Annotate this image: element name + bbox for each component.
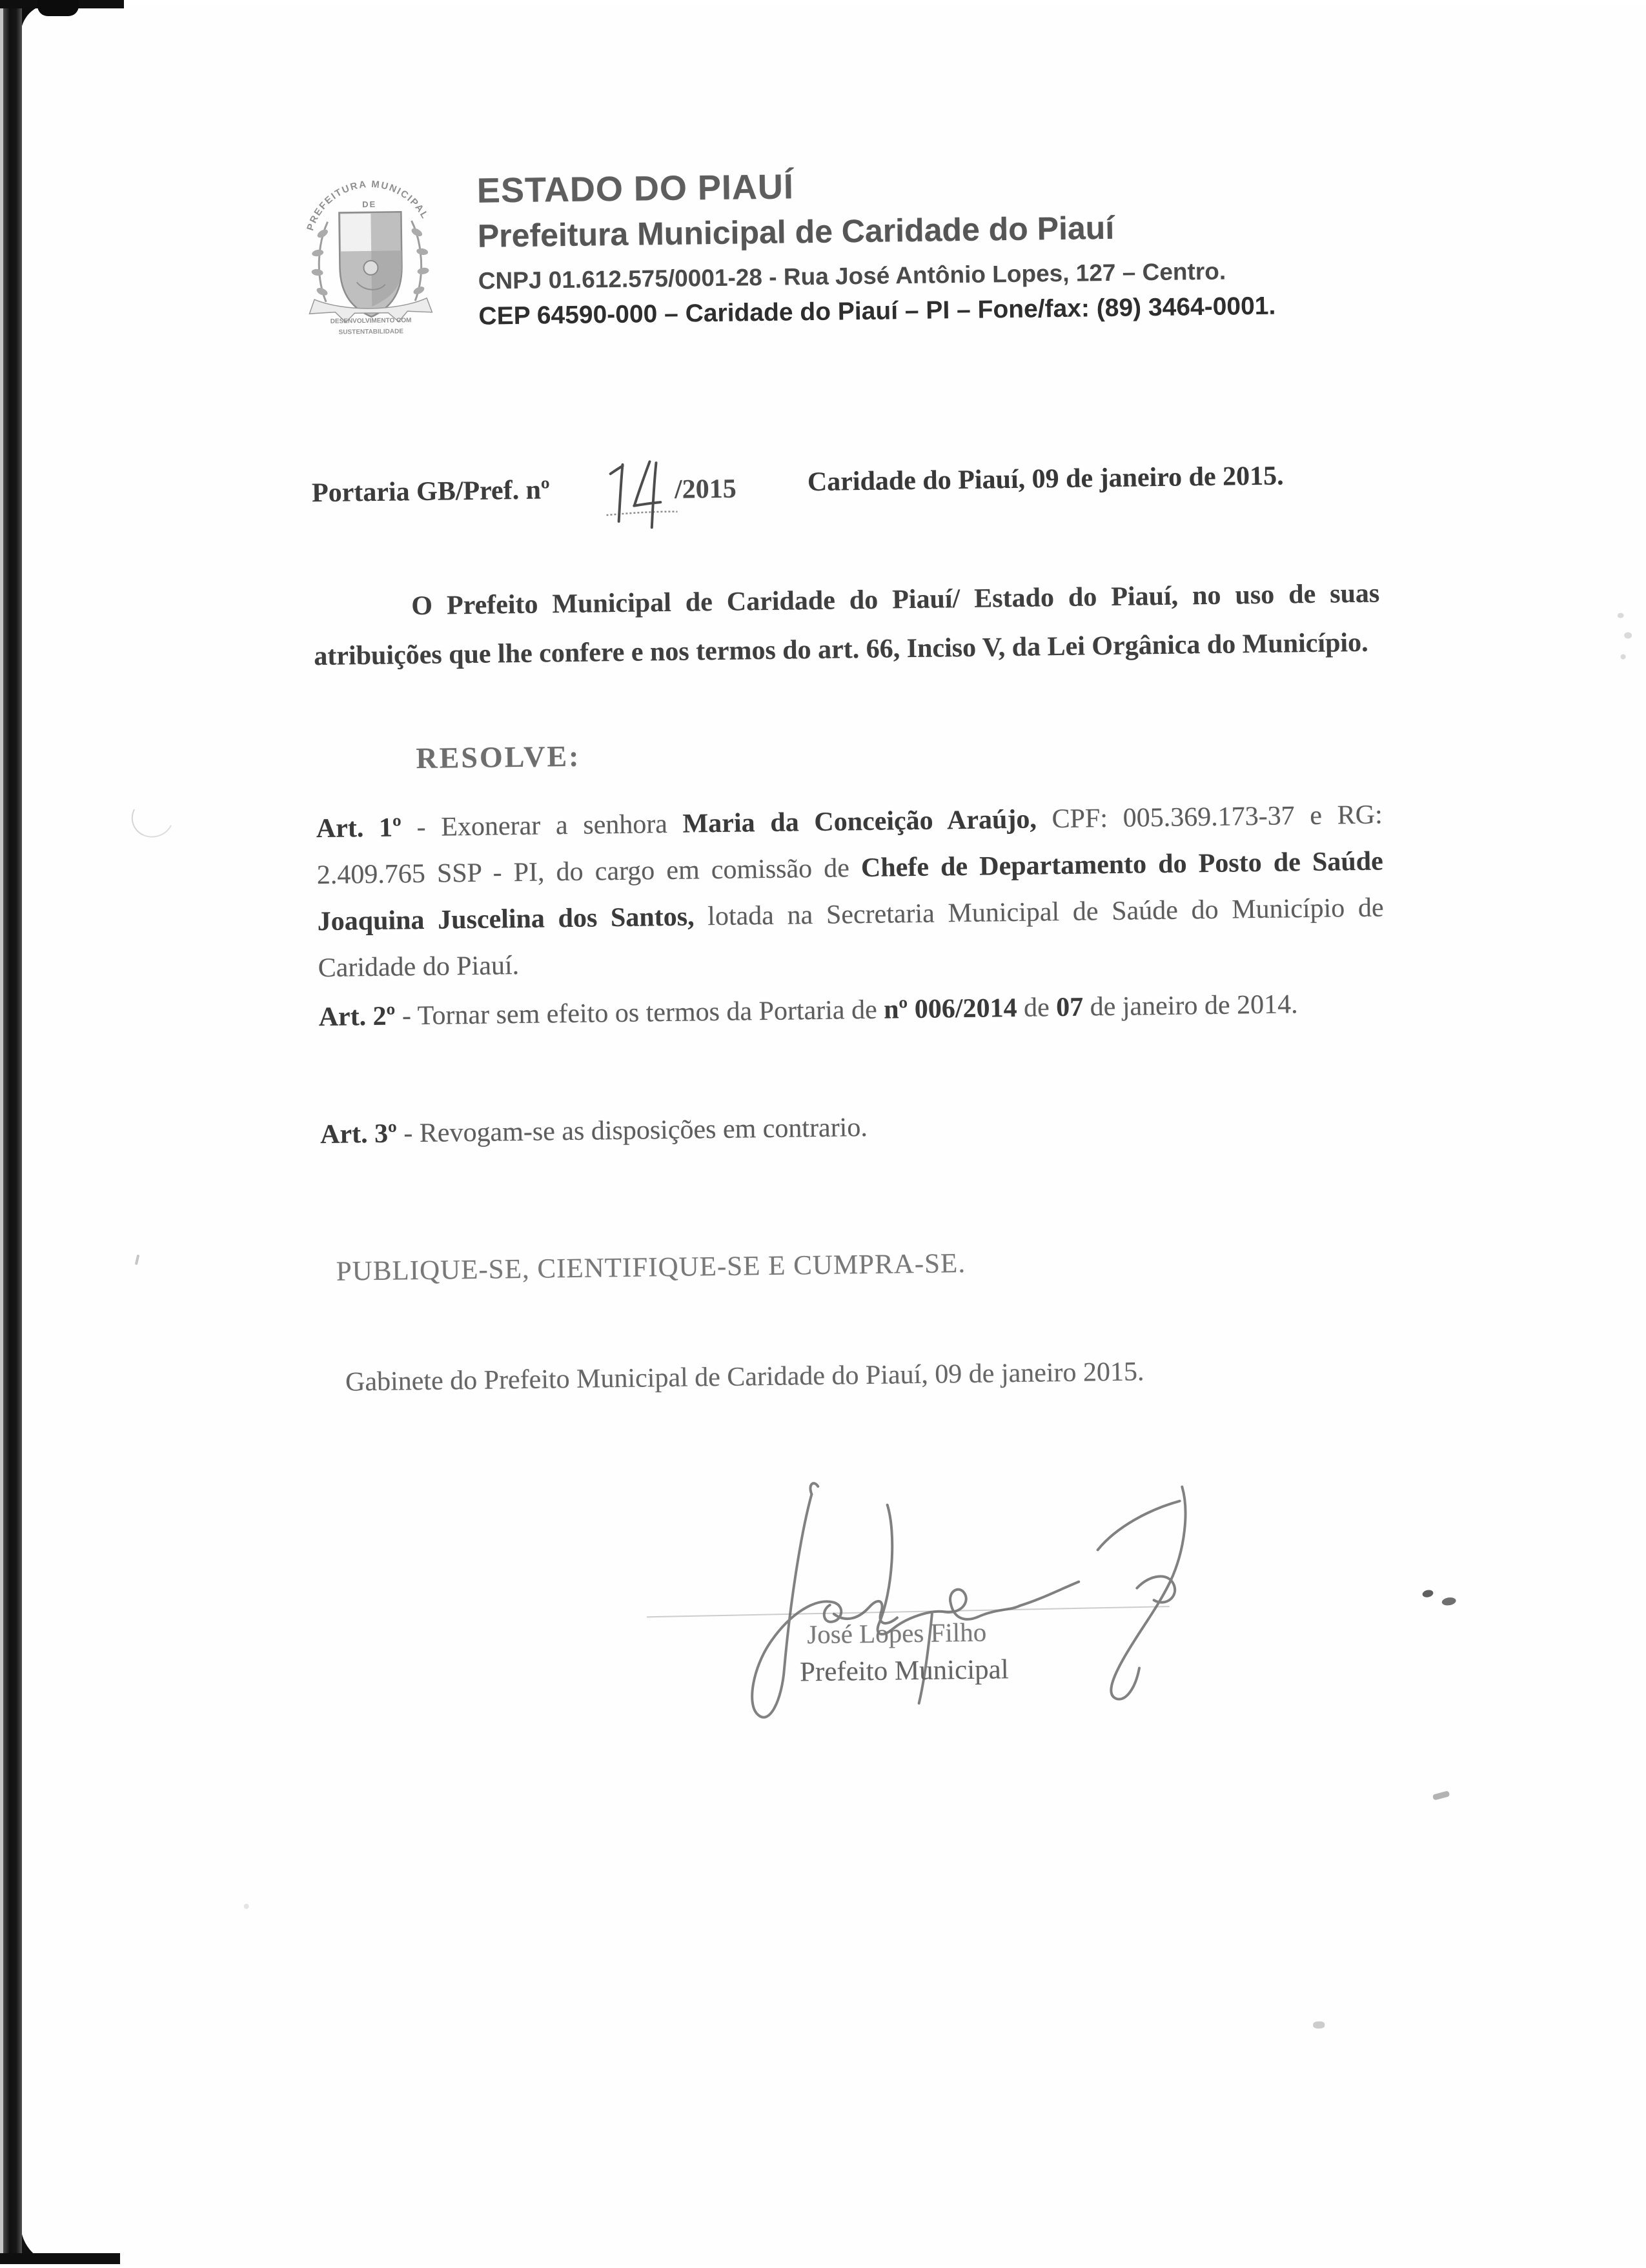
scan-speck xyxy=(1624,632,1632,638)
handwritten-signature xyxy=(735,1470,1229,1734)
article-3-paragraph xyxy=(320,1096,1387,1159)
scan-arc-artifact xyxy=(126,791,179,843)
scan-smudge xyxy=(1441,1597,1457,1606)
emblem-right-branch xyxy=(410,221,430,301)
article-1-text: CPF: 005.369.173-37 e RG: 2.409.765 SSP - PI, do cargo em comissão de xyxy=(316,800,1383,891)
letterhead-cnpj-address: CNPJ 01.612.575/0001-28 - Rua José Antônio Lopes, 127 – Centro. xyxy=(478,258,1226,294)
portaria-year-suffix: /2015 xyxy=(674,474,737,505)
cabinet-dateline: Gabinete do Prefeito Municipal de Caridade do Piauí, 09 de janeiro 2015. xyxy=(345,1357,1144,1397)
emblem-center-disc xyxy=(363,261,378,275)
article-2-number: Art. 2º xyxy=(318,1001,396,1033)
emblem-arc-text: PREFEITURA MUNICIPAL xyxy=(305,178,431,232)
preamble-paragraph: O Prefeito Municipal de Caridade do Piauí/ Estado do Piauí, no uso de suas atribuições que lhe confere e nos termos do art. 66, Inciso V, da Lei Orgânica do Município. xyxy=(314,578,1380,672)
article-1-position: Chefe de Departamento do Posto de Saúde Joaquina Juscelina dos Santos, xyxy=(317,846,1383,937)
emblem-motto-line2: SUSTENTABILIDADE xyxy=(338,328,404,336)
scan-smudge xyxy=(1432,1790,1450,1800)
portaria-reference-label: Portaria GB/Pref. nº xyxy=(311,475,551,509)
emblem-shield-quadrant xyxy=(340,214,371,252)
article-1-paragraph xyxy=(316,791,1385,991)
article-3-text: - Revogam-se as disposições em contrario. xyxy=(396,1112,868,1149)
article-2-ref-day: 07 xyxy=(1055,992,1084,1023)
resolve-heading: RESOLVE: xyxy=(416,739,581,775)
article-1-text: - Exonerar a senhora xyxy=(401,809,683,843)
scan-speck xyxy=(244,1904,249,1909)
article-3-number: Art. 3º xyxy=(320,1119,398,1150)
emblem-shield-shade xyxy=(371,250,402,307)
signatory-title: Prefeito Municipal xyxy=(799,1654,1009,1688)
article-1-number: Art. 1º xyxy=(316,813,402,844)
municipal-coat-of-arms xyxy=(297,165,443,350)
letterhead-state: ESTADO DO PIAUÍ xyxy=(476,167,795,210)
publish-order-line: PUBLIQUE-SE, CIENTIFIQUE-SE E CUMPRA-SE. xyxy=(336,1248,966,1287)
scan-speck xyxy=(1620,654,1625,660)
article-2-text: de janeiro de 2014. xyxy=(1082,989,1298,1022)
article-1-person-name: Maria da Conceição Araújo, xyxy=(682,804,1037,839)
article-1-text: lotada na Secretaria Municipal de Saúde do Município de Caridade do Piauí. xyxy=(318,893,1384,984)
letterhead-cep-phone: CEP 64590-000 – Caridade do Piauí – PI – Fone/fax: (89) 3464-0001. xyxy=(478,292,1276,330)
emblem-de-text: DE xyxy=(362,199,377,210)
scan-smudge xyxy=(1313,2021,1325,2029)
article-2-text: - Tornar sem efeito os termos da Portaria de xyxy=(395,995,884,1031)
scan-speck xyxy=(1618,613,1624,618)
scan-tick-mark xyxy=(135,1255,140,1265)
article-2-ref-number: nº 006/2014 xyxy=(883,993,1017,1025)
signatory-name: José Lopes Filho xyxy=(806,1617,987,1650)
letterhead-organization: Prefeitura Municipal de Caridade do Piauí xyxy=(477,209,1115,254)
emblem-left-branch xyxy=(310,222,330,302)
place-dateline: Caridade do Piauí, 09 de janeiro de 2015. xyxy=(807,461,1284,498)
emblem-motto-line1: DESENVOLVIMENTO COM xyxy=(330,317,412,325)
article-2-text: de xyxy=(1017,993,1057,1023)
scan-smudge xyxy=(1422,1589,1434,1598)
